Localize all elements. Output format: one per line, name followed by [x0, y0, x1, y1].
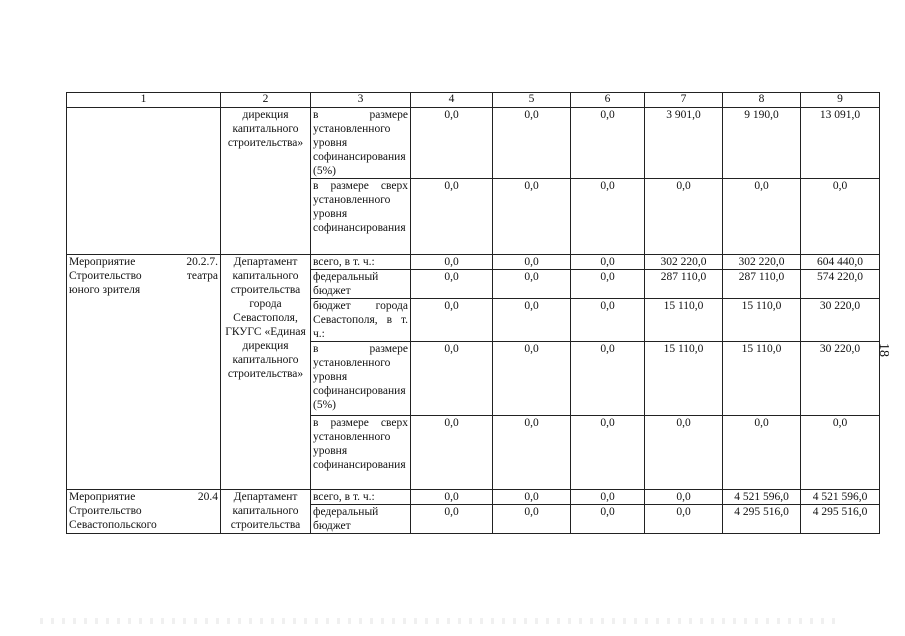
- source-cell: бюджет города Севастополя, в т. ч.:: [311, 299, 411, 342]
- value-cell: 0,0: [645, 416, 723, 490]
- budget-table-sheet: [66, 92, 879, 534]
- value-cell: 0,0: [493, 416, 571, 490]
- value-cell: 0,0: [411, 342, 493, 416]
- measure-title-start: Строительство: [69, 270, 142, 282]
- value-cell: 0,0: [571, 505, 645, 534]
- value-cell: 0,0: [493, 255, 571, 270]
- value-cell: 0,0: [411, 108, 493, 179]
- scan-artifact: [40, 618, 840, 624]
- value-cell: 3 901,0: [645, 108, 723, 179]
- value-cell: 0,0: [723, 416, 801, 490]
- executor-cell: Департамент капитального строительства: [221, 490, 311, 534]
- value-cell: 287 110,0: [723, 270, 801, 299]
- value-cell: 0,0: [723, 179, 801, 255]
- value-cell: 0,0: [493, 342, 571, 416]
- value-cell: 30 220,0: [801, 299, 880, 342]
- value-cell: 4 295 516,0: [801, 505, 880, 534]
- measure-title-word: театра: [186, 270, 218, 282]
- value-cell: 574 220,0: [801, 270, 880, 299]
- table-row: [67, 490, 880, 505]
- value-cell: 0,0: [411, 505, 493, 534]
- value-cell: 0,0: [801, 179, 880, 255]
- source-cell: федеральный бюджет: [311, 505, 411, 534]
- col-header: 8: [723, 93, 801, 108]
- value-cell: 0,0: [645, 505, 723, 534]
- value-cell: 15 110,0: [645, 342, 723, 416]
- value-cell: 0,0: [411, 416, 493, 490]
- value-cell: 0,0: [411, 270, 493, 299]
- value-cell: 0,0: [411, 299, 493, 342]
- value-cell: 0,0: [571, 342, 645, 416]
- measure-code: 20.2.7.: [186, 256, 218, 268]
- col-header: 4: [411, 93, 493, 108]
- name-line: [69, 269, 218, 283]
- source-cell: всего, в т. ч.:: [311, 255, 411, 270]
- source-cell: в размере сверх установленного уровня софинансирования: [311, 179, 411, 255]
- measure-label: Мероприятие: [69, 491, 136, 503]
- value-cell: 302 220,0: [723, 255, 801, 270]
- col-header: 2: [221, 93, 311, 108]
- value-cell: 4 521 596,0: [723, 490, 801, 505]
- executor-cell: Департамент капитального строительства города Севастополя, ГКУГС «Единая дирекция капитального строительства»: [221, 255, 311, 490]
- source-cell: в размере установленного уровня софинансирования (5%): [311, 342, 411, 416]
- col-header: 6: [571, 93, 645, 108]
- source-cell: всего, в т. ч.:: [311, 490, 411, 505]
- col-header: 3: [311, 93, 411, 108]
- value-cell: 0,0: [493, 299, 571, 342]
- source-cell: в размере установленного уровня софинансирования (5%): [311, 108, 411, 179]
- name-cell: [67, 255, 221, 490]
- value-cell: 0,0: [493, 179, 571, 255]
- value-cell: 0,0: [571, 490, 645, 505]
- value-cell: 0,0: [411, 490, 493, 505]
- value-cell: 0,0: [571, 299, 645, 342]
- value-cell: 9 190,0: [723, 108, 801, 179]
- value-cell: 0,0: [411, 179, 493, 255]
- measure-code: 20.4: [197, 491, 218, 503]
- source-cell: в размере сверх установленного уровня софинансирования: [311, 416, 411, 490]
- measure-label: Мероприятие: [69, 256, 136, 268]
- value-cell: 15 110,0: [723, 299, 801, 342]
- budget-table: [66, 92, 880, 534]
- value-cell: 0,0: [493, 505, 571, 534]
- col-header: 5: [493, 93, 571, 108]
- table-row: [67, 108, 880, 179]
- value-cell: 15 110,0: [723, 342, 801, 416]
- value-cell: 0,0: [493, 270, 571, 299]
- value-cell: 0,0: [571, 270, 645, 299]
- name-cell: [67, 490, 221, 534]
- value-cell: 15 110,0: [645, 299, 723, 342]
- value-cell: 0,0: [571, 179, 645, 255]
- value-cell: 604 440,0: [801, 255, 880, 270]
- source-cell: федеральный бюджет: [311, 270, 411, 299]
- value-cell: 0,0: [571, 255, 645, 270]
- value-cell: 0,0: [411, 255, 493, 270]
- page-number: 18: [876, 343, 891, 357]
- value-cell: 287 110,0: [645, 270, 723, 299]
- value-cell: 0,0: [801, 416, 880, 490]
- value-cell: 4 521 596,0: [801, 490, 880, 505]
- column-numbers-row: [67, 93, 880, 108]
- measure-title-rest: Строительство Севастопольского: [69, 505, 157, 531]
- value-cell: 302 220,0: [645, 255, 723, 270]
- value-cell: 4 295 516,0: [723, 505, 801, 534]
- value-cell: 13 091,0: [801, 108, 880, 179]
- value-cell: 30 220,0: [801, 342, 880, 416]
- name-cell: [67, 108, 221, 255]
- col-header: 7: [645, 93, 723, 108]
- name-line: [69, 255, 218, 269]
- table-row: [67, 255, 880, 270]
- value-cell: 0,0: [645, 179, 723, 255]
- value-cell: 0,0: [645, 490, 723, 505]
- measure-title-rest: юного зрителя: [69, 284, 141, 296]
- value-cell: 0,0: [493, 108, 571, 179]
- value-cell: 0,0: [493, 490, 571, 505]
- name-line: [69, 490, 218, 504]
- value-cell: 0,0: [571, 108, 645, 179]
- col-header: 9: [801, 93, 880, 108]
- value-cell: 0,0: [571, 416, 645, 490]
- col-header: 1: [67, 93, 221, 108]
- executor-cell: дирекция капитального строительства»: [221, 108, 311, 255]
